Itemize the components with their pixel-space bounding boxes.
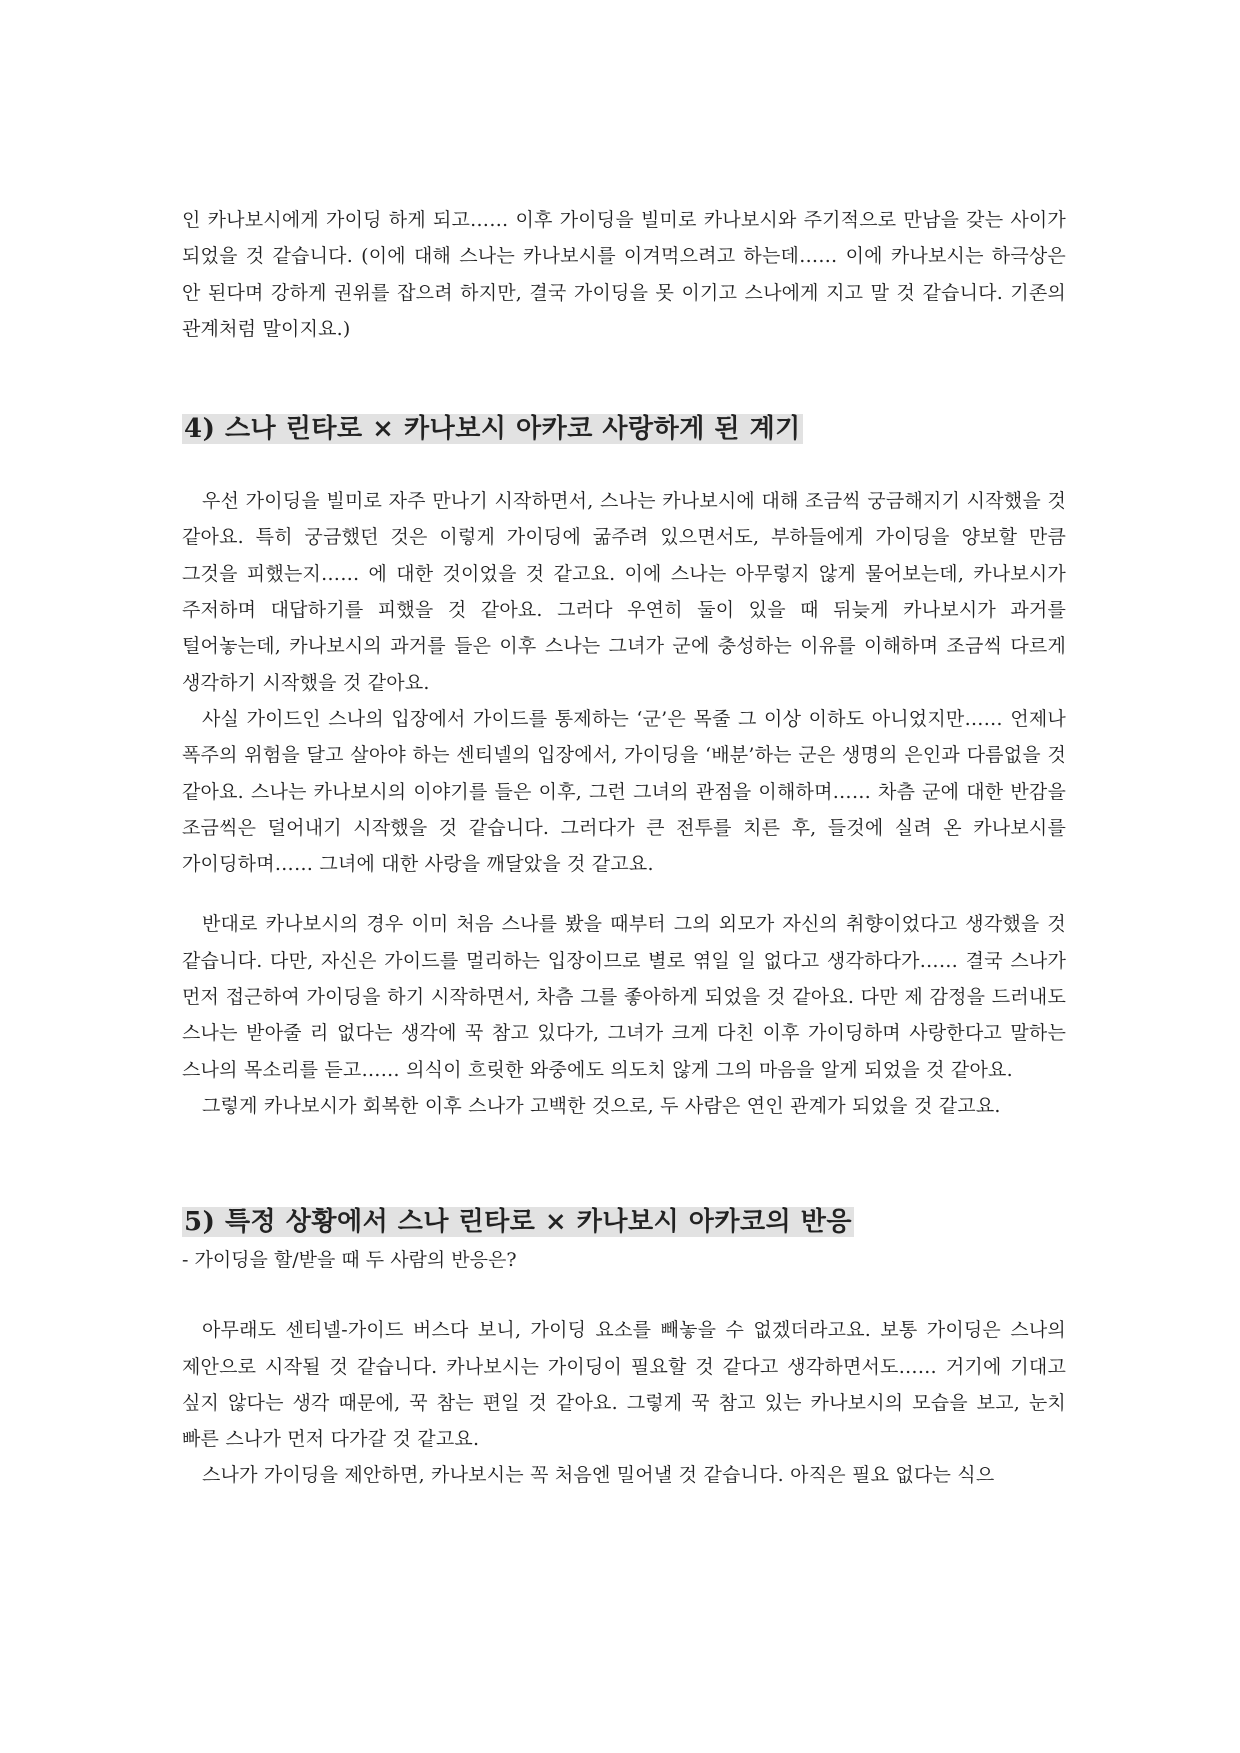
section-4-paragraph-2: 사실 가이드인 스나의 입장에서 가이드를 통제하는 ‘군’은 목줄 그 이상 이하도 아니었지만…… 언제나 폭주의 위험을 달고 살아야 하는 센티넬의 입장에서, 가이딩을 ‘배분’하는 군은 생명의 은인과 다름없을 것 같아요. 스나는 카나보시의 이야기를 들은 이후, 그런 그녀의 관점을 이해하며…… 차츰 군에 대한 반감을 조금씩은 덜어내기 시작했을 것 같습니다. 그러다가 큰 전투를 치른 후, 들것에 실려 온 카나보시를 가이딩하며…… 그녀에 대한 사랑을 깨달았을 것 같고요.	[182, 707, 1066, 876]
section-5-paragraph-2: 스나가 가이딩을 제안하면, 카나보시는 꼭 처음엔 밀어낼 것 같습니다. 아직은 필요 없다는 식으	[202, 1464, 995, 1487]
intro-paragraph: 인 카나보시에게 가이딩 하게 되고…… 이후 가이딩을 빌미로 카나보시와 주기적으로 만남을 갖는 사이가 되었을 것 같습니다. (이에 대해 스나는 카나보시를 이겨먹으려고 하는데…… 이에 카나보시는 하극상은 안 된다며 강하게 권위를 잡으려 하지만, 결국 가이딩을 못 이기고 스나에게 지고 말 것 같습니다. 기존의 관계처럼 말이지요.)	[182, 209, 1066, 340]
spacer	[182, 1124, 1066, 1202]
section-4-heading	[182, 409, 1066, 449]
page-body	[182, 202, 1066, 1494]
section-4-paragraph-3: 반대로 카나보시의 경우 이미 처음 스나를 봤을 때부터 그의 외모가 자신의 취향이었다고 생각했을 것 같습니다. 다만, 자신은 가이드를 멀리하는 입장이므로 별로 엮일 일 없다고 생각하다가…… 결국 스나가 먼저 접근하여 가이딩을 하기 시작하면서, 차츰 그를 좋아하게 되었을 것 같아요. 다만 제 감정을 드러내도 스나는 받아줄 리 없다는 생각에 꾹 참고 있다가, 그녀가 크게 다친 이후 가이딩하며 사랑한다고 말하는 스나의 목소리를 듣고…… 의식이 흐릿한 와중에도 의도치 않게 그의 마음을 알게 되었을 것 같아요.	[182, 913, 1066, 1081]
spacer	[182, 882, 1066, 906]
spacer	[182, 449, 1066, 483]
section-4-paragraph-4: 그렇게 카나보시가 회복한 이후 스나가 고백한 것으로, 두 사람은 연인 관계가 되었을 것 같고요.	[202, 1094, 1001, 1117]
spacer	[182, 347, 1066, 409]
section-4-paragraph-1: 우선 가이딩을 빌미로 자주 만나기 시작하면서, 스나는 카나보시에 대해 조금씩 궁금해지기 시작했을 것 같아요. 특히 궁금했던 것은 이렇게 가이딩에 굶주려 있으면서도, 부하들에게 가이딩을 양보할 만큼 그것을 피했는지…… 에 대한 것이었을 것 같고요. 이에 스나는 아무렇지 않게 물어보는데, 카나보시가 주저하며 대답하기를 피했을 것 같아요. 그러다 우연히 둘이 있을 때 뒤늦게 카나보시가 과거를 털어놓는데, 카나보시의 과거를 들은 이후 스나는 그녀가 군에 충성하는 이유를 이해하며 조금씩 다르게 생각하기 시작했을 것 같아요.	[182, 490, 1066, 694]
section-4-heading-text: 4) 스나 린타로 × 카나보시 아카코 사랑하게 된 계기	[184, 414, 801, 445]
spacer	[182, 1278, 1066, 1312]
section-5-heading-text: 5) 특정 상황에서 스나 린타로 × 카나보시 아카코의 반응	[184, 1207, 853, 1238]
section-5-heading	[182, 1202, 1066, 1242]
section-5-subheading: - 가이딩을 할/받을 때 두 사람의 반응은?	[182, 1249, 517, 1272]
section-5-paragraph-1: 아무래도 센티넬-가이드 버스다 보니, 가이딩 요소를 빼놓을 수 없겠더라고요. 보통 가이딩은 스나의 제안으로 시작될 것 같습니다. 카나보시는 가이딩이 필요할 것 같다고 생각하면서도…… 거기에 기대고 싶지 않다는 생각 때문에, 꾹 참는 편일 것 같아요. 그렇게 꾹 참고 있는 카나보시의 모습을 보고, 눈치 빠른 스나가 먼저 다가갈 것 같고요.	[182, 1319, 1066, 1451]
